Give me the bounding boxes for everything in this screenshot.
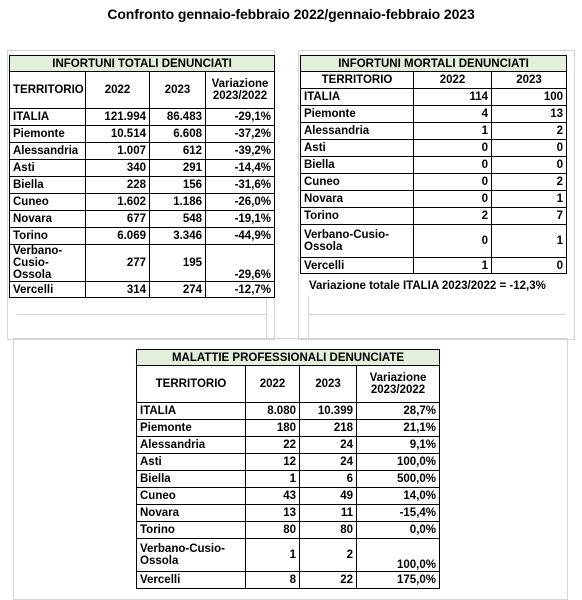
cell-2022: 1.602	[86, 194, 150, 211]
table-row	[10, 143, 275, 160]
cell-2023: 291	[150, 160, 206, 177]
col-header: 2022	[246, 366, 300, 403]
cell-territorio: Vercelli	[10, 282, 86, 298]
table-row	[301, 208, 567, 225]
table-row	[10, 109, 275, 126]
cell-variazione: -37,2%	[206, 126, 275, 143]
col-header: TERRITORIO	[137, 366, 246, 403]
cell-2023: 2	[492, 123, 567, 140]
table-row	[10, 160, 275, 177]
cell-2022: 0	[414, 191, 492, 208]
cell-2023: 24	[300, 454, 357, 471]
cell-territorio: Asti	[137, 454, 246, 471]
cell-variazione: -31,6%	[206, 177, 275, 194]
cell-territorio: Verbano-Cusio-Ossola	[137, 539, 246, 572]
cell-variazione: 14,0%	[357, 488, 440, 505]
cell-2022: 677	[86, 211, 150, 228]
col-header: 2022	[86, 72, 150, 109]
frame-left-divider	[266, 296, 267, 340]
cell-2023: 612	[150, 143, 206, 160]
table-row	[301, 191, 567, 208]
cell-territorio: Biella	[10, 177, 86, 194]
cell-2022: 8.080	[246, 403, 300, 420]
cell-2023: 13	[492, 106, 567, 123]
variazione-totale-note: Variazione totale ITALIA 2023/2022 = -12,3%	[309, 280, 546, 292]
table-row	[137, 454, 440, 471]
cell-2023: 10.399	[300, 403, 357, 420]
infortuni-totali-table	[9, 55, 275, 298]
table-row	[137, 572, 440, 589]
table-row	[137, 437, 440, 454]
table-row	[301, 157, 567, 174]
cell-2023: 156	[150, 177, 206, 194]
cell-2022: 2	[414, 208, 492, 225]
cell-variazione: -29,1%	[206, 109, 275, 126]
cell-variazione: -14,4%	[206, 160, 275, 177]
cell-variazione: -15,4%	[357, 505, 440, 522]
table-row	[137, 505, 440, 522]
table-heading: INFORTUNI TOTALI DENUNCIATI	[10, 56, 275, 72]
cell-2022: 114	[414, 89, 492, 106]
cell-2022: 12	[246, 454, 300, 471]
table-row	[137, 539, 440, 572]
table-row	[10, 228, 275, 245]
table-row	[10, 245, 275, 282]
cell-2023: 11	[300, 505, 357, 522]
cell-territorio: Novara	[301, 191, 414, 208]
cell-2023: 0	[492, 258, 567, 274]
cell-2023: 6	[300, 471, 357, 488]
cell-2023: 86.483	[150, 109, 206, 126]
cell-2023: 3.346	[150, 228, 206, 245]
cell-territorio: ITALIA	[10, 109, 86, 126]
cell-territorio: Alessandria	[10, 143, 86, 160]
col-header: 2022	[414, 72, 492, 89]
frame-left-rule	[17, 314, 266, 315]
table-row	[137, 420, 440, 437]
cell-2022: 277	[86, 245, 150, 282]
cell-territorio: Asti	[10, 160, 86, 177]
cell-territorio: Piemonte	[301, 106, 414, 123]
cell-2022: 8	[246, 572, 300, 589]
table-header-row	[137, 366, 440, 403]
cell-2022: 0	[414, 225, 492, 258]
cell-2022: 314	[86, 282, 150, 298]
cell-variazione: -12,7%	[206, 282, 275, 298]
table-row	[301, 140, 567, 157]
col-header: 2023	[492, 72, 567, 89]
cell-variazione: 9,1%	[357, 437, 440, 454]
cell-2023: 0	[492, 157, 567, 174]
table-row	[10, 177, 275, 194]
table-row	[137, 403, 440, 420]
cell-territorio: Verbano-Cusio-Ossola	[10, 245, 86, 282]
cell-2023: 0	[492, 140, 567, 157]
cell-territorio: Novara	[137, 505, 246, 522]
col-header: Variazione 2023/2022	[206, 72, 275, 109]
cell-2023: 195	[150, 245, 206, 282]
cell-territorio: Verbano-Cusio-Ossola	[301, 225, 414, 258]
cell-2022: 6.069	[86, 228, 150, 245]
frame-right-rule	[308, 314, 566, 315]
cell-territorio: Vercelli	[137, 572, 246, 589]
table-row	[10, 126, 275, 143]
table-row	[137, 471, 440, 488]
table-row	[10, 194, 275, 211]
cell-2022: 0	[414, 140, 492, 157]
table-row	[301, 225, 567, 258]
cell-2022: 22	[246, 437, 300, 454]
infortuni-mortali-table	[300, 55, 567, 274]
col-header: 2023	[150, 72, 206, 109]
table-header-row	[10, 72, 275, 109]
cell-2022: 13	[246, 505, 300, 522]
cell-2023: 2	[300, 539, 357, 572]
cell-2023: 22	[300, 572, 357, 589]
cell-2022: 228	[86, 177, 150, 194]
cell-territorio: Vercelli	[301, 258, 414, 274]
cell-2023: 548	[150, 211, 206, 228]
cell-variazione: -44,9%	[206, 228, 275, 245]
cell-2023: 100	[492, 89, 567, 106]
cell-2023: 2	[492, 174, 567, 191]
col-header: TERRITORIO	[301, 72, 414, 89]
cell-territorio: Torino	[10, 228, 86, 245]
cell-variazione: -29,6%	[206, 245, 275, 282]
cell-territorio: ITALIA	[137, 403, 246, 420]
cell-2023: 1	[492, 191, 567, 208]
cell-2023: 274	[150, 282, 206, 298]
cell-2023: 49	[300, 488, 357, 505]
cell-variazione: 100,0%	[357, 454, 440, 471]
cell-2022: 80	[246, 522, 300, 539]
cell-2022: 43	[246, 488, 300, 505]
cell-variazione: 500,0%	[357, 471, 440, 488]
cell-2023: 7	[492, 208, 567, 225]
cell-2022: 1	[414, 123, 492, 140]
cell-territorio: Cuneo	[10, 194, 86, 211]
table-row	[137, 488, 440, 505]
cell-territorio: Torino	[137, 522, 246, 539]
col-header: TERRITORIO	[10, 72, 86, 109]
table-row	[301, 258, 567, 274]
table-row	[137, 522, 440, 539]
cell-variazione: -19,1%	[206, 211, 275, 228]
cell-variazione: 21,1%	[357, 420, 440, 437]
table-heading: INFORTUNI MORTALI DENUNCIATI	[301, 56, 567, 72]
col-header: Variazione 2023/2022	[357, 366, 440, 403]
cell-territorio: ITALIA	[301, 89, 414, 106]
cell-territorio: Cuneo	[137, 488, 246, 505]
table-row	[301, 89, 567, 106]
cell-2023: 1.186	[150, 194, 206, 211]
cell-variazione: -39,2%	[206, 143, 275, 160]
cell-2022: 0	[414, 157, 492, 174]
cell-territorio: Cuneo	[301, 174, 414, 191]
cell-variazione: 175,0%	[357, 572, 440, 589]
table-header-row	[301, 72, 567, 89]
cell-territorio: Novara	[10, 211, 86, 228]
cell-territorio: Asti	[301, 140, 414, 157]
cell-territorio: Piemonte	[137, 420, 246, 437]
cell-2023: 24	[300, 437, 357, 454]
cell-2023: 80	[300, 522, 357, 539]
cell-variazione: 28,7%	[357, 403, 440, 420]
table-row	[301, 123, 567, 140]
cell-2022: 1	[246, 539, 300, 572]
table-row	[10, 211, 275, 228]
cell-2022: 340	[86, 160, 150, 177]
cell-2022: 10.514	[86, 126, 150, 143]
page-title: Confronto gennaio-febbraio 2022/gennaio-febbraio 2023	[107, 6, 475, 22]
frame-right-divider	[308, 296, 309, 340]
cell-2022: 180	[246, 420, 300, 437]
cell-2022: 121.994	[86, 109, 150, 126]
table-row	[301, 106, 567, 123]
cell-territorio: Alessandria	[137, 437, 246, 454]
cell-variazione: -26,0%	[206, 194, 275, 211]
cell-territorio: Alessandria	[301, 123, 414, 140]
cell-2022: 1.007	[86, 143, 150, 160]
cell-2022: 1	[246, 471, 300, 488]
col-header: 2023	[300, 366, 357, 403]
cell-2022: 1	[414, 258, 492, 274]
cell-territorio: Biella	[137, 471, 246, 488]
cell-2022: 4	[414, 106, 492, 123]
cell-2023: 6.608	[150, 126, 206, 143]
cell-variazione: 0,0%	[357, 522, 440, 539]
cell-territorio: Piemonte	[10, 126, 86, 143]
table-row	[301, 174, 567, 191]
cell-2022: 0	[414, 174, 492, 191]
malattie-professionali-table	[136, 349, 440, 589]
cell-territorio: Torino	[301, 208, 414, 225]
table-heading: MALATTIE PROFESSIONALI DENUNCIATE	[137, 350, 440, 366]
cell-variazione: 100,0%	[357, 539, 440, 572]
cell-territorio: Biella	[301, 157, 414, 174]
cell-2023: 1	[492, 225, 567, 258]
cell-2023: 218	[300, 420, 357, 437]
table-row	[10, 282, 275, 298]
